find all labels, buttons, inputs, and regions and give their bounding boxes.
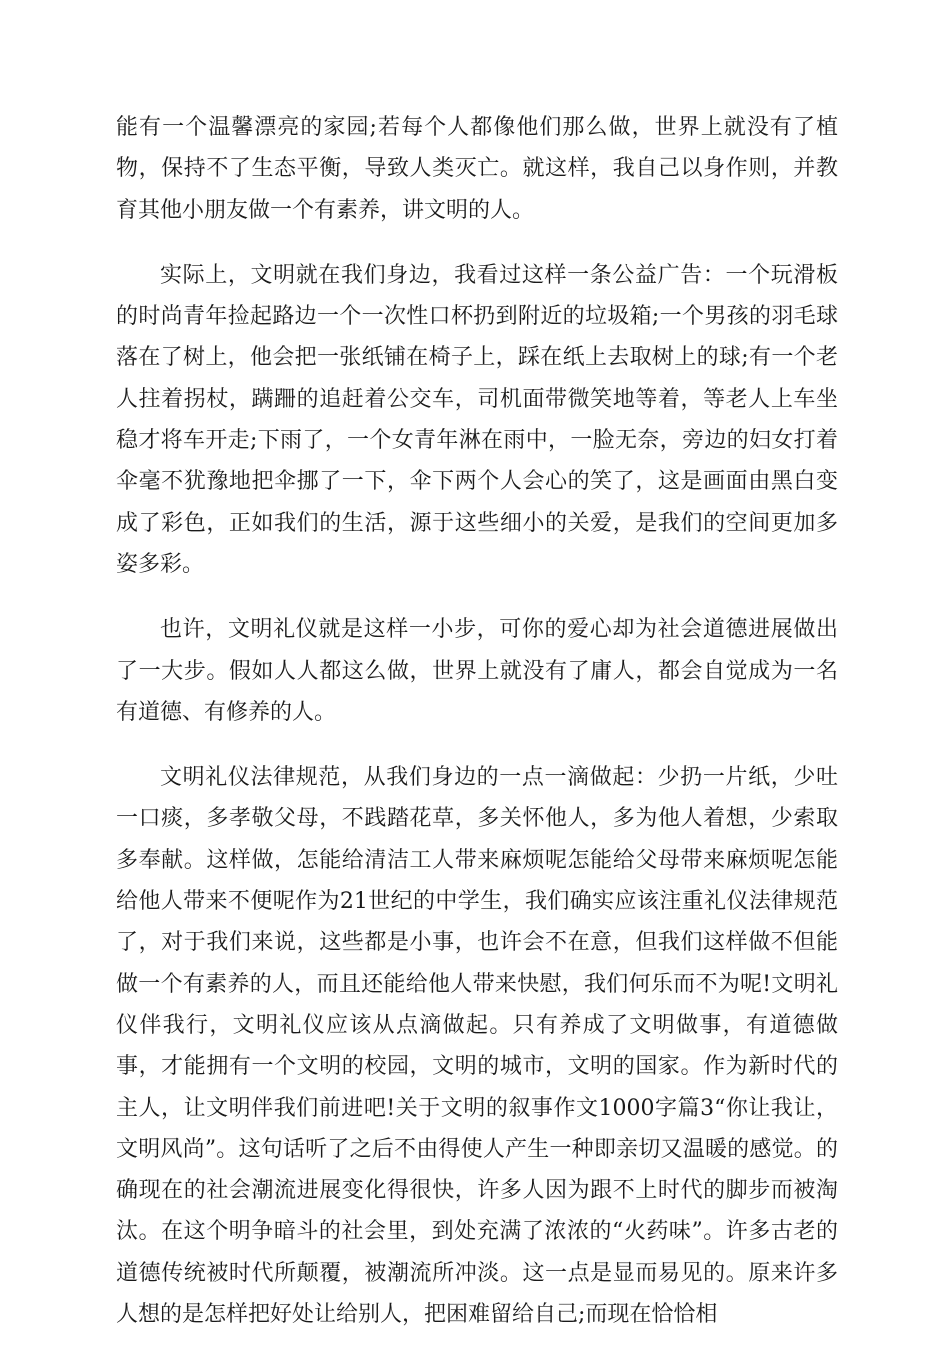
paragraph-4: 文明礼仪法律规范，从我们身边的一点一滴做起：少扔一片纸，少吐一口痰，多孝敬父母，不践踏花草，多关怀他人，多为他人着想，少索取多奉献。这样做，怎能给清洁工人带来麻烦呢怎能给父母带来麻烦呢怎能给他人带来不便呢作为21世纪的中学生，我们确实应该注重礼仪法律规范了，对于我们来说，这些都是小事，也许会不在意，但我们这样做不但能做一个有素养的人，而且还能给他人带来快慰，我们何乐而不为呢!文明礼仪伴我行，文明礼仪应该从点滴做起。只有养成了文明做事，有道德做事，才能拥有一个文明的校园，文明的城市，文明的国家。作为新时代的主人，让文明伴我们前进吧!关于文明的叙事作文1000字篇3“你让我让，文明风尚”。这句话听了之后不由得使人产生一种即亲切又温暖的感觉。的确现在的社会潮流进展变化得很快，许多人因为跟不上时代的脚步而被淘汰。在这个明争暗斗的社会里，到处充满了浓浓的“火药味”。许多古老的道德传统被时代所颠覆，被潮流所冲淡。这一点是显而易见的。原来许多人想的是怎样把好处让给别人，把困难留给自己;而现在恰恰相 [116,765,838,1328]
document-page [116,107,838,1359]
paragraph-1: 能有一个温馨漂亮的家园;若每个人都像他们那么做，世界上就没有了植物，保持不了生态平衡，导致人类灭亡。就这样，我自己以身作则，并教育其他小朋友做一个有素养，讲文明的人。 [116,115,838,223]
paragraph-2: 实际上，文明就在我们身边，我看过这样一条公益广告：一个玩滑板的时尚青年捡起路边一个一次性口杯扔到附近的垃圾箱;一个男孩的羽毛球落在了树上，他会把一张纸铺在椅子上，踩在纸上去取树上的球;有一个老人拄着拐杖，蹒跚的追赶着公交车，司机面带微笑地等着，等老人上车坐稳才将车开走;下雨了，一个女青年淋在雨中，一脸无奈，旁边的妇女打着伞毫不犹豫地把伞挪了一下，伞下两个人会心的笑了，这是画面由黑白变成了彩色，正如我们的生活，源于这些细小的关爱，是我们的空间更加多姿多彩。 [116,262,838,577]
paragraph-3: 也许，文明礼仪就是这样一小步，可你的爱心却为社会道德进展做出了一大步。假如人人都这么做，世界上就没有了庸人，都会自觉成为一名有道德、有修养的人。 [116,617,838,725]
